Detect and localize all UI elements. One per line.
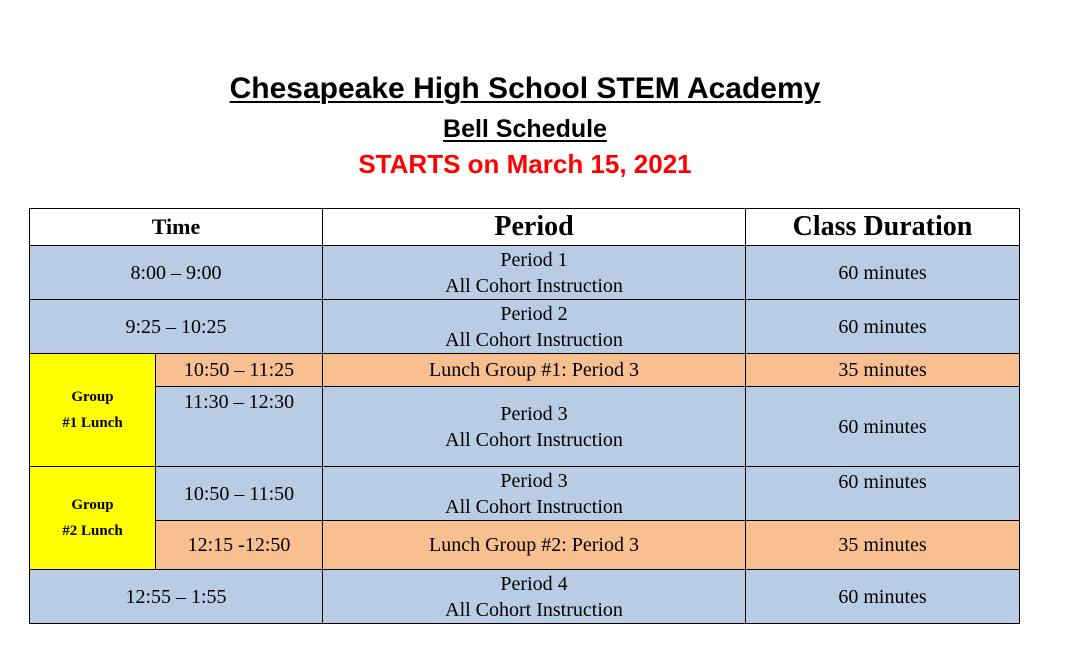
group-label-line: Group	[71, 389, 114, 405]
time-cell: 11:30 – 12:30	[156, 387, 323, 467]
table-header-row	[30, 209, 1020, 246]
duration-cell: 60 minutes	[746, 570, 1020, 624]
lunch-row-group-1	[30, 354, 1020, 387]
table-row	[30, 467, 1020, 521]
period-cell	[323, 246, 746, 300]
table-row	[30, 387, 1020, 467]
group-1-lunch-label	[30, 354, 156, 467]
column-header-period: Period	[323, 209, 746, 246]
duration-cell: 60 minutes	[746, 387, 1020, 467]
period-cell	[323, 467, 746, 521]
period-detail: All Cohort Instruction	[445, 328, 623, 351]
school-title: Chesapeake High School STEM Academy	[229, 72, 821, 105]
time-cell: 8:00 – 9:00	[30, 246, 323, 300]
table-row	[30, 246, 1020, 300]
period-cell	[323, 570, 746, 624]
table-row	[30, 300, 1020, 354]
group-2-lunch-label	[30, 467, 156, 570]
period-name: Period 3	[500, 469, 568, 492]
time-cell: 10:50 – 11:50	[156, 467, 323, 521]
duration-cell: 35 minutes	[746, 354, 1020, 387]
period-detail: All Cohort Instruction	[445, 274, 623, 297]
period-name: Period 1	[500, 248, 568, 271]
lunch-row-group-2	[30, 521, 1020, 570]
duration-cell: 60 minutes	[746, 467, 1020, 521]
period-cell	[323, 387, 746, 467]
start-date-notice: STARTS on March 15, 2021	[358, 149, 692, 179]
column-header-time: Time	[30, 209, 323, 246]
period-cell: Lunch Group #1: Period 3	[323, 354, 746, 387]
group-label-line: Group	[71, 497, 114, 513]
period-cell	[323, 300, 746, 354]
time-cell: 10:50 – 11:25	[156, 354, 323, 387]
duration-cell: 60 minutes	[746, 246, 1020, 300]
period-detail: All Cohort Instruction	[445, 495, 623, 518]
period-cell: Lunch Group #2: Period 3	[323, 521, 746, 570]
time-cell: 9:25 – 10:25	[30, 300, 323, 354]
period-name: Period 4	[500, 572, 568, 595]
time-cell: 12:15 -12:50	[156, 521, 323, 570]
time-cell: 12:55 – 1:55	[30, 570, 323, 624]
bell-schedule-table	[29, 208, 1020, 624]
duration-cell: 60 minutes	[746, 300, 1020, 354]
column-header-duration: Class Duration	[746, 209, 1020, 246]
schedule-subtitle: Bell Schedule	[443, 115, 607, 143]
duration-cell: 35 minutes	[746, 521, 1020, 570]
group-label-line: #1 Lunch	[62, 415, 123, 431]
period-name: Period 2	[500, 302, 568, 325]
period-name: Period 3	[500, 402, 568, 425]
period-detail: All Cohort Instruction	[445, 598, 623, 621]
period-detail: All Cohort Instruction	[445, 428, 623, 451]
group-label-line: #2 Lunch	[62, 523, 123, 539]
table-row	[30, 570, 1020, 624]
